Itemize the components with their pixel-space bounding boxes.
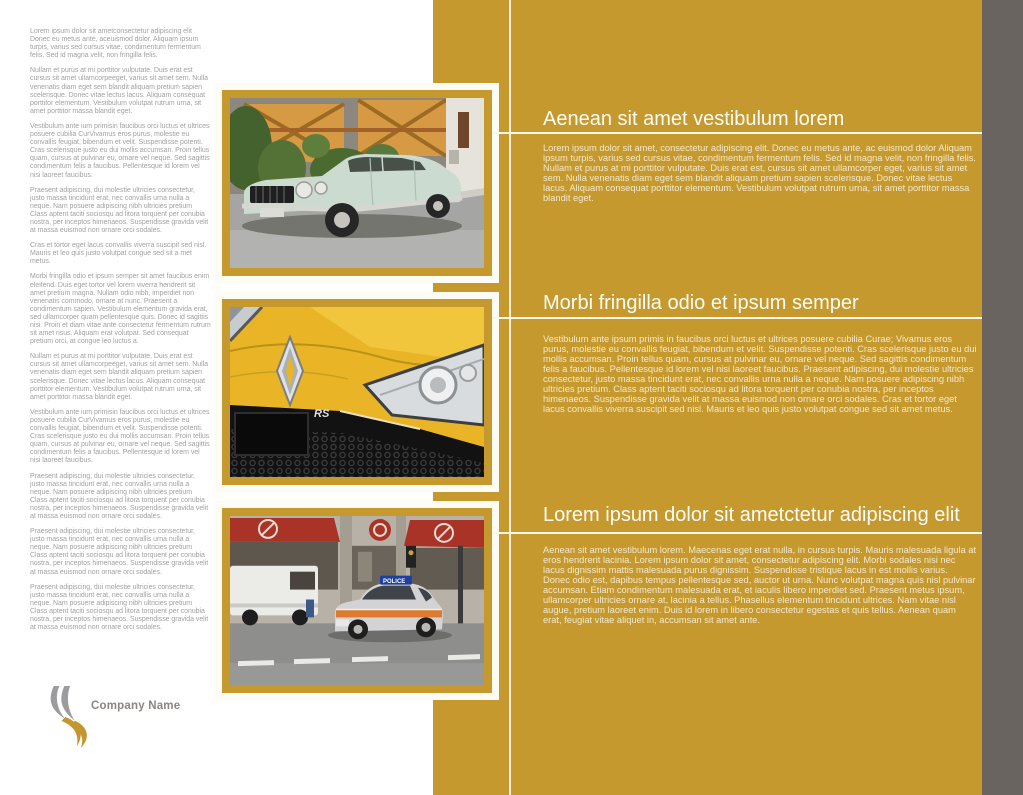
photo-classic-car-illustration [230,98,484,268]
left-paragraph: Praesent adipiscing, dui molestie ultricies consectetur, justo massa tincidunt erat, nec convallis urna nulla a neque. Nam posuere adipiscing nibh ultricies pretium Class aptent taciti sociosqu ad litora torquent per conubia nostra, per inceptos himenaeos. Suspendisse gravida velit at massa euismod non ornare orci sodales. [30,583,209,632]
left-paragraph: Praesent adipiscing, dui molestie ultricies consectetur, justo massa tincidunt erat, nec convallis urna nulla a neque. Nam posuere adipiscing nibh ultricies pretium Class aptent taciti sociosqu ad litora torquent per conubia nostra, per inceptos himenaeos. Suspendisse gravida velit at massa euismod non ornare orci sodales. [30,186,209,235]
section-title-2: Morbi fringilla odio et ipsum semper [543,292,859,314]
left-paragraph: Praesent adipiscing, dui molestie ultricies consectetur, justo massa tincidunt erat, nec convallis urna nulla a neque. Nam posuere adipiscing nibh ultricies pretium Class aptent taciti sociosqu ad litora torquent per conubia nostra, per inceptos himenaeos. Suspendisse gravida velit at massa euismod non ornare orci sodales. [30,472,209,520]
left-paragraph: Nullam et purus at mi porttitor vulputate. Duis erat est cursus sit amet ullamcorpeeget, varius sit amet sem. Nulla venenatis diam eget sem blandit aliquam pretium sapien scelerisque. Donec vitae lectus lacus. Aliquam consequat porttitor elementum. Vestibulum volutpat rutrum urna, sit amet porttitor massa blandit eget. [30,353,209,401]
section-body-1: Lorem ipsum dolor sit amet, consectetur adipiscing elit. Donec eu metus ante, ac euismod dolor Aliquam ipsum turpis, varius sed cursus vitae, condimentum fermentum felis. Sed id magna velit, non fringilla felis. Nullam et purus at mi porttitor vulputate. Duis erat est, cursus sit amet ullamcorper eget, varius sit amet sem. Nulla venenatis diam eget sem blandit aliquam pretium sapien scelerisque. Donec vitae lectus lacus. Aliquam consequat porttitor elementum. Vestibulum volutpat rutrum urna, sit amet porttitor massa blandit eget. [543,143,977,203]
rs-badge: RS [314,408,330,420]
headlight [296,182,312,198]
headlight [315,182,327,194]
section-body-3: Aenean sit amet vestibulum lorem. Maecenas eget erat nulla, in cursus turpis. Mauris malesuada ligula at eros hendrerit lacinia. Lorem ipsum dolor sit amet, consectetur adipiscing elit. Morbi sodales nisi nec lacus dignissim mattis malesuada purus dignissim. Suspendisse tristique lacus in est mollis varius. Donec odio est, dapibus tempus pellentesque sed, auctor ut urna. Nunc volutpat magna quis nisl pulvinar accumsan. Etiam condimentum malesuada erat, et iaculis libero imperdiet sed. Praesent metus ipsum, ullamcorper ultricies ornare at, lacinia a tellus. Phasellus elementum tincidunt ultrices. Nam vitae nisl augue, pretium laoreet enim. Duis id lorem in libero consectetur egestas et quis tellus. Aenean quam erat, feugiat vitae aliquet in, accumsan sit amet ante. [543,545,977,625]
license-plate [235,413,308,455]
left-paragraph: Morbi fringilla odio et ipsum semper sit amet faucibus enim eleifend. Duis eget tortor vel lorem viverra hendrerit sit amet pretium magna. Nullam odio nibh, imperdiet non venenatis commodo, ornare at nunc. Praesent a condimentum sapien. Vestibulum elementum gravida erat, sed ullamcorper quam pellentesque quis. Donec id sagittis nisi. Proin et diam vitae ante consectetur fermentum rutrum sit amet risus. Aliquam erat volutpat. Sed consequat pretium orci, at congue leo luctus a. [30,273,211,346]
section-title-1: Aenean sit amet vestibulum lorem [543,108,845,130]
vertical-divider-line [509,0,511,795]
photo-yellow-car [222,299,492,485]
section-divider [492,317,982,319]
photo-yellow-car-illustration [230,307,484,477]
right-edge-strip [982,0,1023,795]
company-name: Company Name [91,700,181,712]
left-paragraph: Cras et tortor eget lacus convallis viverra suscipit sed nisl. Mauris et leo quis justo volutpat congue sed sit a met metus. [30,242,207,266]
left-paragraph: Vestibulum ante ium primisin faucibus orci luctus et ultrices posuere cubilia CurVivamus eros purus, molestie eu convallis feugiat, bibendum et velit. Suspendisse potenti. Cras scelerisque justo eu dui mollis accumsan. Proin tellus quam, cursus at pulvinar eu, ornare vel neque. Sed sagittis condimentum felis a faucibus. Pellentesque id lorem vel nisi laoreet faucibus. [30,408,210,465]
section-title-3: Lorem ipsum dolor sit ametctetur adipiscing elit [543,504,960,526]
police-sign: POLICE [383,579,406,586]
photo-classic-car [222,90,492,276]
photo-police-car-street [222,508,492,693]
left-text-column [30,28,211,639]
section-body-2: Vestibulum ante ipsum primis in faucibus orci luctus et ultrices posuere cubilia Curae; Vivamus eros purus, molestie eu convallis feugiat, bibendum et velit. Suspendisse potenti. Cras scelerisque justo eu dui mollis accumsan. Proin tellus quam, cursus at pulvinar eu, ornare vel neque. Sed sagittis condimentum felis a faucibus. Pellentesque id lorem vel nisi laoreet faucibus. Praesent adipiscing, dui molestie ultricies consectetur, justo massa tincidunt erat, nec convallis urna nulla a neque. Nam posuere adipiscing nibh ultricies pretium. Class aptent taciti sociosqu ad litora torquent per conubia nostra, per inceptos himenaeos. Suspendisse gravida velit at massa euismod non ornare orci sodales. Cras et tortor eget lacus convallis viverra suscipit sed nisl. Mauris et leo quis justo volutpat congue sed sit amet metus. [543,334,977,414]
left-paragraph: Nullam et purus at mi porttitor vulputate. Duis erat est cursus sit amet ullamcorpeeget, varius sit amet sem. Nulla venenatis diam eget sem blandit aliquam pretium sapien scelerisque. Donec vitae lectus lacus. Aliquam consequat porttitor elementum. Vestibulum volutpat rutrum urna, sit amet porttitor massa blandit eget. [30,67,209,115]
company-logo-icon [44,684,106,750]
left-paragraph: Lorem ipsum dolor sit ametconsectetur adipiscing elit Donec eu metus ante, aceuismod dolor. Aliquam ipsum turpis, varius sed cursus vitae, condimentum fermentum felis. Sed id magna velit, non fringilla felis. [30,28,201,60]
pedestrian [306,600,314,618]
section-divider [492,132,982,134]
photo-street-illustration [230,516,484,685]
left-paragraph: Vestibulum ante ium primisin faucibus orci luctus et ultrices posuere cubilia CurVivamus eros purus, molestie eu convallis feugiat, bibendum et velit. Suspendisse potenti. Cras scelerisque justo eu dui mollis accumsan. Proin tellus quam, cursus at pulvinar eu, ornare vel neque. Sed sagittis condimentum felis a faucibus. Pellentesque id lorem vel nisi laoreet faucibus. [30,122,210,179]
left-paragraph: Praesent adipiscing, dui molestie ultricies consectetur, justo massa tincidunt erat, nec convallis urna nulla a neque. Nam posuere adipiscing nibh ultricies pretium Class aptent taciti sociosqu ad litora torquent per conubia nostra, per inceptos himenaeos. Suspendisse gravida velit at massa euismod non ornare orci sodales. [30,528,209,576]
section-divider [492,532,982,534]
